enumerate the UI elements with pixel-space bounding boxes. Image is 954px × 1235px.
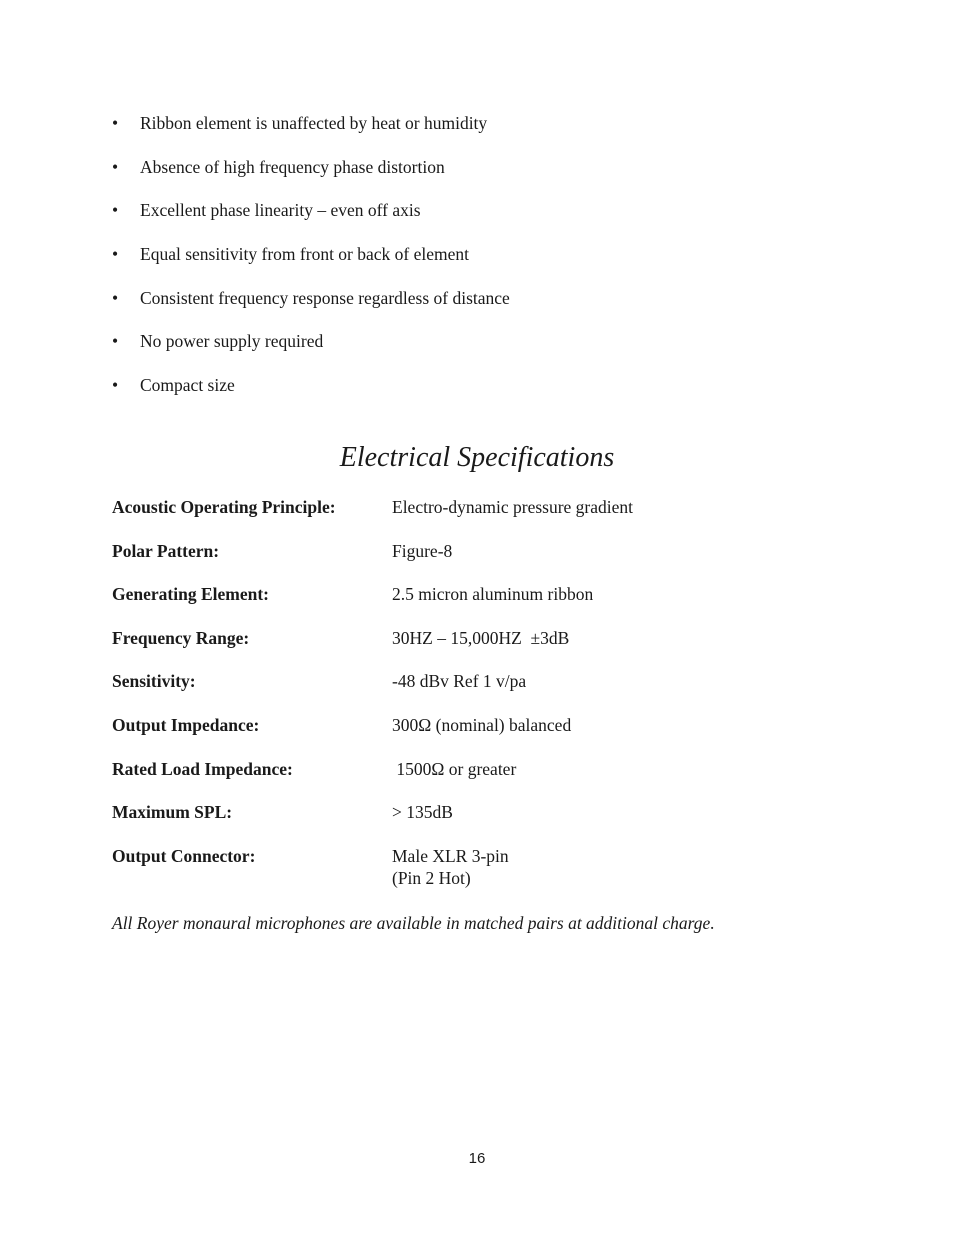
feature-text: No power supply required <box>140 331 324 352</box>
matched-pairs-note: All Royer monaural microphones are available in matched pairs at additional charge. <box>112 913 715 933</box>
bullet-icon: • <box>112 113 119 133</box>
spec-row-polar-pattern <box>112 540 832 584</box>
bullet-icon: • <box>112 156 119 177</box>
spec-row-sensitivity <box>112 670 832 714</box>
spec-label: Sensitivity: <box>112 671 196 692</box>
feature-list <box>112 111 510 417</box>
feature-text: Consistent frequency response regardless of distance <box>140 287 510 308</box>
spec-value: Electro-dynamic pressure gradient <box>392 497 634 517</box>
spec-row-rated-load-impedance <box>112 758 832 802</box>
spec-row-maximum-spl <box>112 801 832 845</box>
list-item <box>112 111 510 155</box>
list-item <box>112 198 510 242</box>
spec-row-generating-element <box>112 583 832 627</box>
spec-value: 2.5 micron aluminum ribbon <box>392 584 594 605</box>
spec-label: Polar Pattern: <box>112 540 220 561</box>
spec-value: Figure-8 <box>392 540 453 561</box>
bullet-icon: • <box>112 200 119 221</box>
feature-text: Absence of high frequency phase distortion <box>140 156 445 177</box>
bullet-icon: • <box>112 244 119 265</box>
feature-text: Excellent phase linearity – even off axis <box>140 200 421 221</box>
feature-text: Ribbon element is unaffected by heat or humidity <box>140 113 488 133</box>
spec-label: Frequency Range: <box>112 627 250 648</box>
list-item <box>112 373 510 417</box>
section-title: Electrical Specifications <box>339 442 615 473</box>
spec-label: Output Connector: <box>112 845 256 866</box>
spec-label: Acoustic Operating Principle: <box>112 497 336 517</box>
spec-label: Rated Load Impedance: <box>112 758 293 779</box>
bullet-icon: • <box>112 287 119 308</box>
spec-value: 1500Ω or greater <box>392 758 517 779</box>
page-number: 16 <box>468 1150 486 1167</box>
spec-value: -48 dBv Ref 1 v/pa <box>392 671 527 692</box>
specifications-table <box>112 496 832 888</box>
spec-row-acoustic-principle <box>112 496 832 540</box>
feature-text: Equal sensitivity from front or back of element <box>140 244 470 265</box>
spec-label: Maximum SPL: <box>112 802 233 823</box>
spec-label: Output Impedance: <box>112 714 260 735</box>
bullet-icon: • <box>112 331 119 352</box>
spec-value: > 135dB <box>392 802 453 823</box>
spec-row-frequency-range <box>112 627 832 671</box>
list-item <box>112 242 510 286</box>
feature-text: Compact size <box>140 375 235 396</box>
spec-value: 30HZ – 15,000HZ ±3dB <box>392 627 570 648</box>
spec-row-output-connector <box>112 845 832 889</box>
spec-row-output-impedance <box>112 714 832 758</box>
spec-value: 300Ω (nominal) balanced <box>392 714 572 735</box>
list-item <box>112 329 510 373</box>
bullet-icon: • <box>112 375 119 396</box>
spec-value: Male XLR 3-pin (Pin 2 Hot) <box>392 845 509 888</box>
list-item <box>112 155 510 199</box>
spec-label: Generating Element: <box>112 584 269 605</box>
list-item <box>112 286 510 330</box>
